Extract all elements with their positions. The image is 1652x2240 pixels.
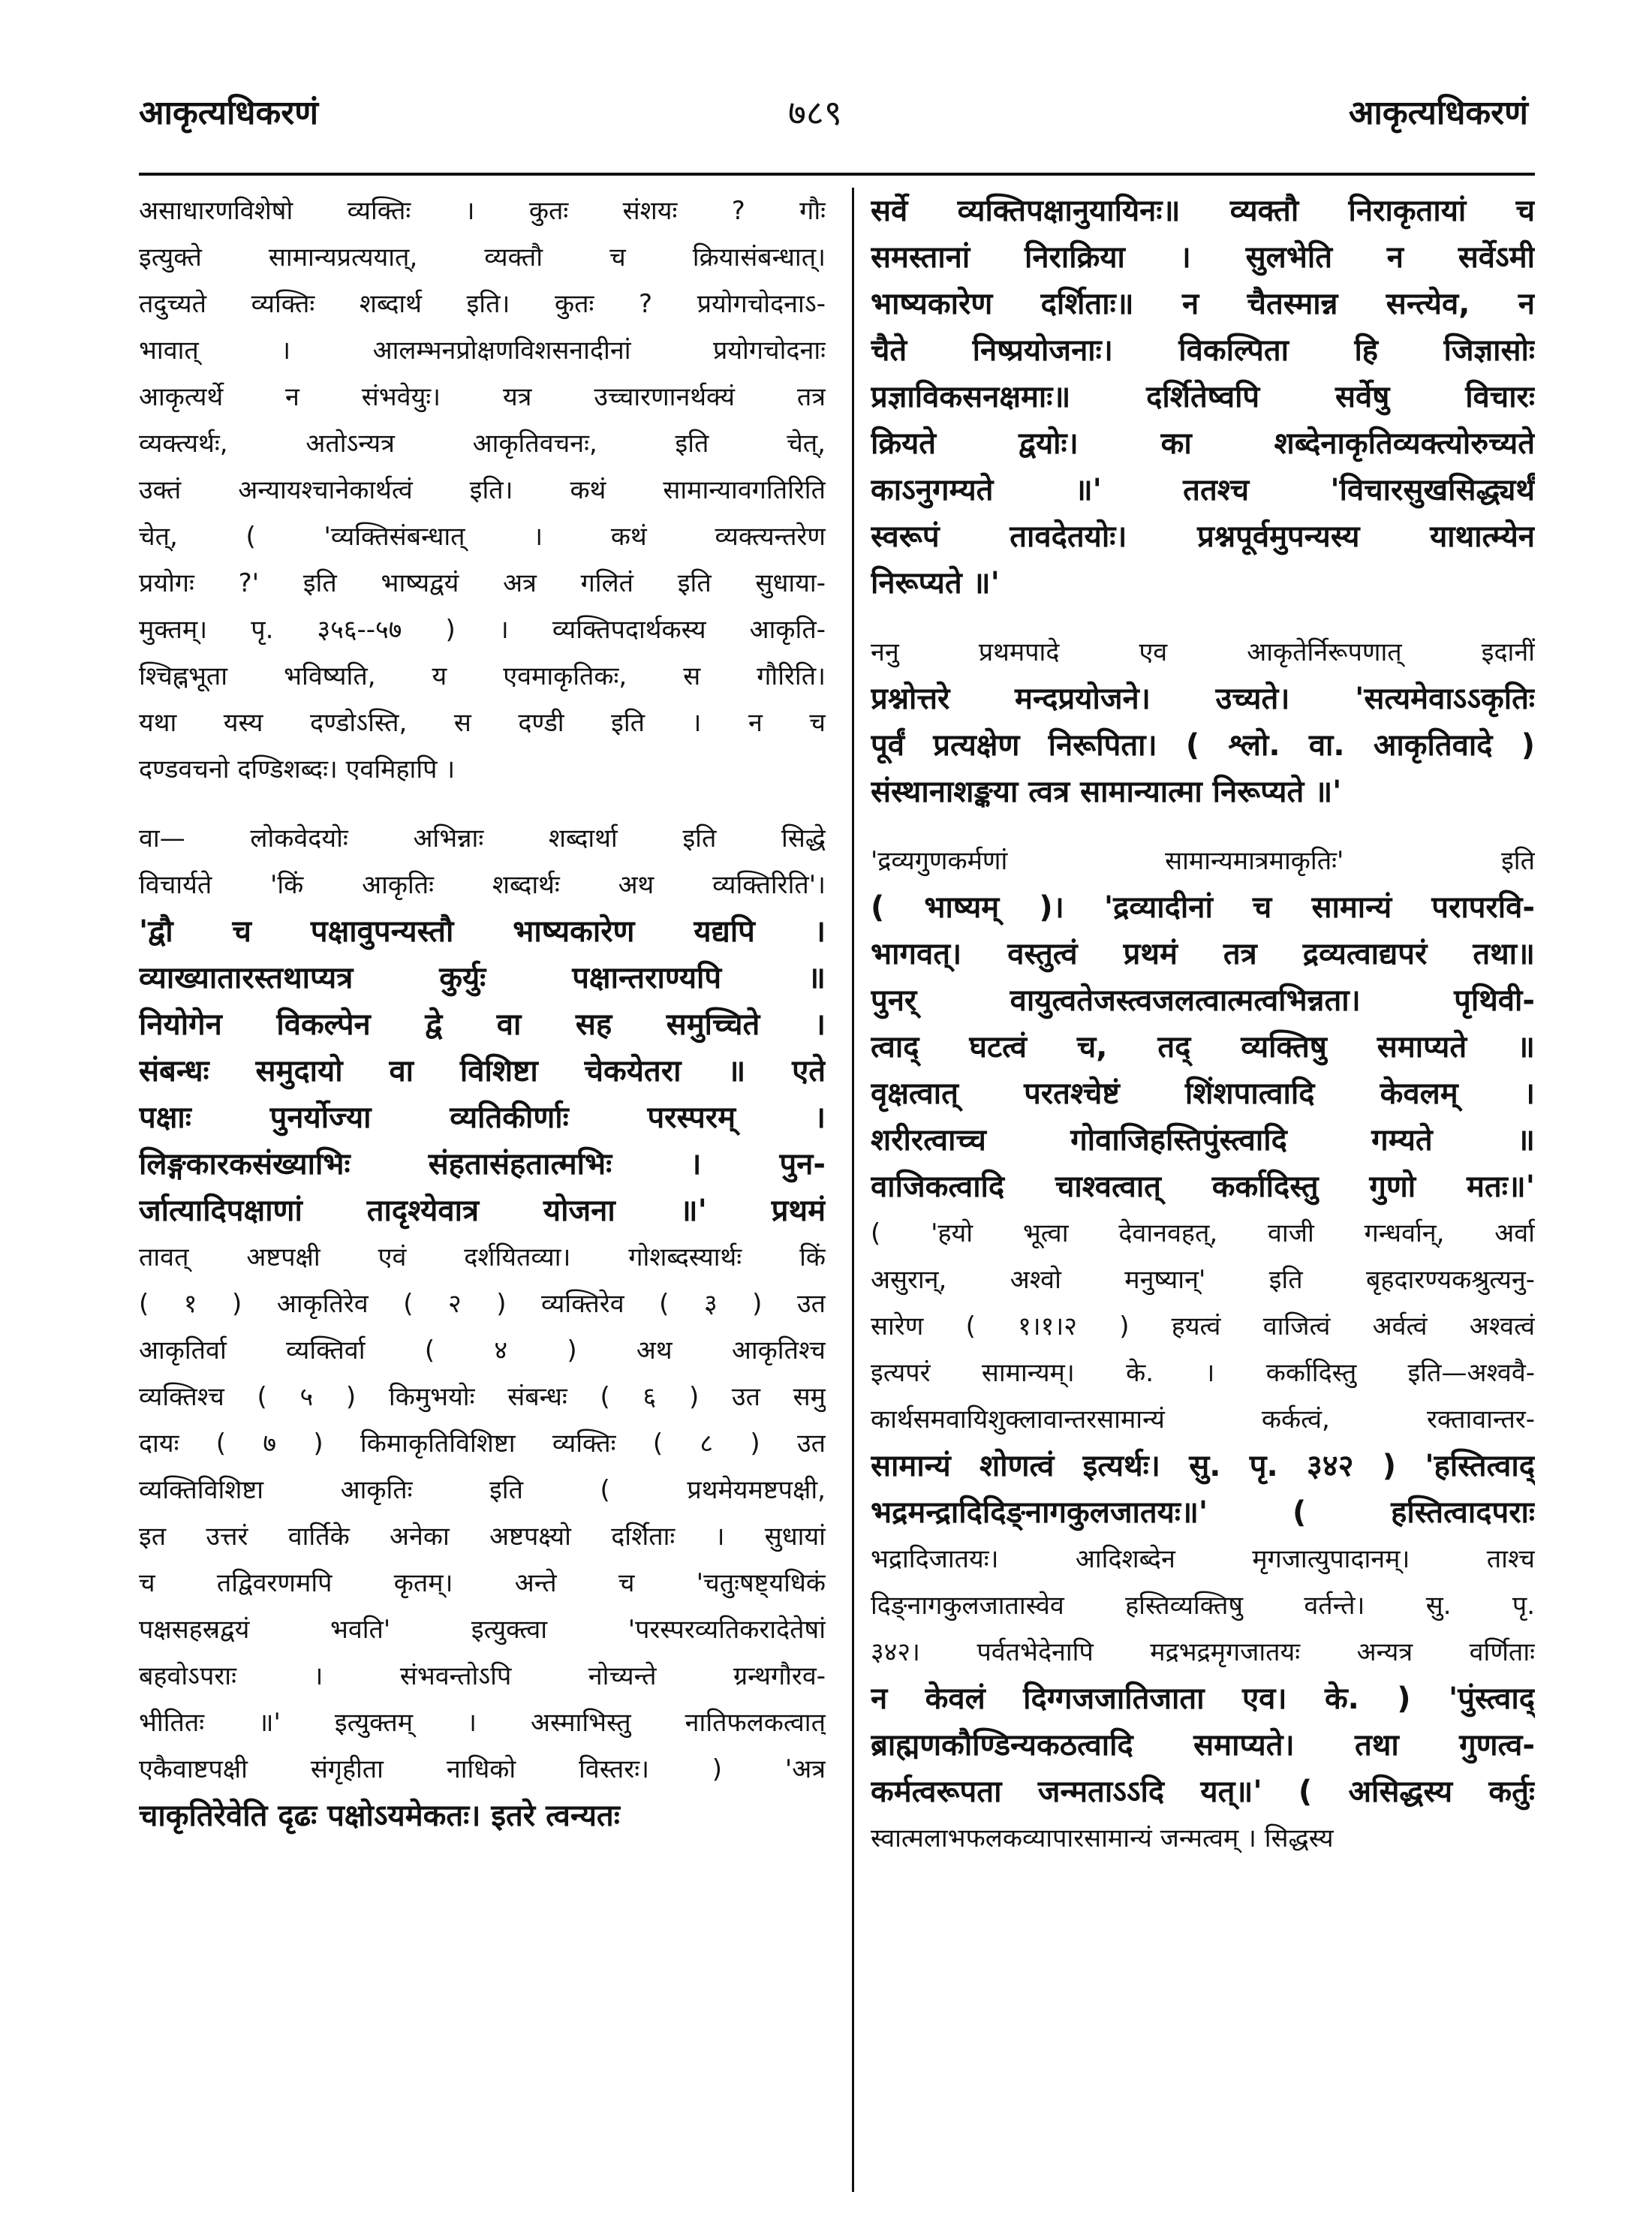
text-line: चेत्, ( 'व्यक्तिसंबन्धात् । कथं व्यक्त्यन्तरेण — [139, 522, 826, 552]
text-line: नियोगेन विकल्पेन द्वे वा सह समुच्चिते । — [139, 1007, 826, 1042]
text-line: व्याख्यातारस्तथाप्यत्र कुर्युः पक्षान्तराण्यपि ॥ — [139, 961, 826, 995]
paragraph-gap — [871, 607, 1535, 629]
text-line: काऽनुगम्यते ॥' ततश्च 'विचारसुखसिद्ध्यर्थं — [871, 473, 1535, 507]
text-line: 'द्रव्यगुणकर्मणां सामान्यमात्रमाकृतिः' इति — [871, 846, 1535, 876]
text-line: लिङ्गकारकसंख्याभिः संहतासंहतात्मभिः । पुन- — [139, 1147, 826, 1182]
text-line: असाधारणविशेषो व्यक्तिः । कुतः संशयः ? गौः — [139, 196, 826, 226]
text-line: प्रश्नोत्तरे मन्दप्रयोजने। उच्यते। 'सत्यमेवाऽऽकृतिः — [871, 682, 1535, 716]
text-line: भागवत्। वस्तुत्वं प्रथमं तत्र द्रव्यत्वाद्यपरं तथा॥ — [871, 937, 1535, 971]
text-line: ( १ ) आकृतिरेव ( २ ) व्यक्तिरेव ( ३ ) उत — [139, 1289, 826, 1319]
text-line: समस्तानां निराक्रिया । सुलभेति न सर्वेऽमी — [871, 240, 1535, 275]
paragraph — [139, 815, 826, 1839]
text-line: प्रज्ञाविकसनक्षमाः॥ दर्शितेष्वपि सर्वेषु विचारः — [871, 380, 1535, 414]
text-line: सर्वे व्यक्तिपक्षानुयायिनः॥ व्यक्तौ निराकृतायां च — [871, 194, 1535, 228]
text-line: सामान्यं शोणत्वं इत्यर्थः। सु. पृ. ३४२ ) 'हस्तित्वाद् — [871, 1449, 1535, 1483]
column-divider — [852, 188, 854, 2192]
text-line: स्वात्मलाभफलकव्यापारसामान्यं जन्मत्वम् । सिद्धस्य — [871, 1823, 1334, 1853]
text-line: दण्डवचनो दण्डिशब्दः। एवमिहापि । — [139, 754, 456, 784]
text-line: इत्यपरं सामान्यम्। के. । कर्कादिस्तु इति—अश्ववै- — [871, 1358, 1535, 1388]
right-column — [871, 188, 1535, 1862]
text-line: प्रयोगः ?' इति भाष्यद्वयं अत्र गलितं इति सुधाया- — [139, 568, 826, 598]
text-line: पुनर् वायुत्वतेजस्त्वजलत्वात्मत्वभिन्नता। पृथिवी- — [871, 983, 1535, 1018]
text-line: यथा यस्य दण्डोऽस्ति, स दण्डी इति । न च — [139, 708, 826, 738]
text-line: भीतितः ॥' इत्युक्तम् । अस्माभिस्तु नातिफलकत्वात् — [139, 1708, 826, 1738]
text-line: भावात् । आलम्भनप्रोक्षणविशसनादीनां प्रयोगचोदनाः — [139, 336, 826, 366]
text-line: श्चिह्नभूता भविष्यति, य एवमाकृतिकः, स गौरिति। — [139, 661, 826, 691]
text-line: त्वाद् घटत्वं च, तद् व्यक्तिषु समाप्यते ॥ — [871, 1030, 1535, 1064]
text-line: वृक्षत्वात् परतश्चेष्टं शिंशपात्वादि केवलम् । — [871, 1076, 1535, 1111]
paragraph-gap — [139, 793, 826, 815]
text-line: पक्षसहस्रद्वयं भवति' इत्युक्त्वा 'परस्परव्यतिकरादेतेषां — [139, 1615, 826, 1645]
text-line: च तद्विवरणमपि कृतम्। अन्ते च 'चतुःषष्ट्यधिकं — [139, 1568, 826, 1598]
text-line: ३४२। पर्वतभेदेनापि मद्रभद्रमृगजातयः अन्यत्र वर्णिताः — [871, 1637, 1535, 1667]
left-column — [139, 188, 826, 1839]
header-rule — [139, 173, 1535, 176]
text-line: असुरान्, अश्वो मनुष्यान्' इति बृहदारण्यकश्रुत्यनु- — [871, 1265, 1535, 1295]
text-line: तावत् अष्टपक्षी एवं दर्शयितव्या। गोशब्दस्यार्थः किं — [139, 1242, 826, 1272]
text-line: इत्युक्ते सामान्यप्रत्ययात्, व्यक्तौ च क्रियासंबन्धात्। — [139, 242, 826, 272]
text-line: शरीरत्वाच्च गोवाजिहस्तिपुंस्त्वादि गम्यते ॥ — [871, 1123, 1535, 1158]
text-line: आकृत्यर्थे न संभवेयुः। यत्र उच्चारणानर्थक्यं तत्र — [139, 382, 826, 412]
text-line: संस्थानाशङ्कया त्वत्र सामान्यात्मा निरूप्यते ॥' — [871, 775, 1342, 809]
text-line: वाजिकत्वादि चाश्वत्वात् कर्कादिस्तु गुणो मतः॥' — [871, 1170, 1535, 1204]
paragraph — [871, 188, 1535, 607]
text-line: बहवोऽपराः । संभवन्तोऽपि नोच्यन्ते ग्रन्थगौरव- — [139, 1661, 826, 1691]
text-line: वा— लोकवेदयोः अभिन्नाः शब्दार्था इति सिद्धे — [139, 823, 826, 854]
text-line: न केवलं दिग्गजजातिजाता एव। के. ) 'पुंस्त्वाद् — [871, 1682, 1535, 1716]
paragraph-gap — [871, 815, 1535, 838]
text-line: चैते निष्प्रयोजनाः। विकल्पिता हि जिज्ञासोः — [871, 333, 1535, 368]
text-line: आकृतिर्वा व्यक्तिर्वा ( ४ ) अथ आकृतिश्च — [139, 1335, 826, 1365]
page-number: ७८९ — [788, 92, 842, 133]
text-line: र्जात्यादिपक्षाणां तादृश्येवात्र योजना ॥' प्रथमं — [139, 1194, 826, 1228]
paragraph — [871, 838, 1535, 1862]
paragraph — [139, 188, 826, 793]
text-line: दिङ्नागकुलजातास्वेव हस्तिव्यक्तिषु वर्तन्ते। सु. पृ. — [871, 1591, 1535, 1621]
text-line: पक्षाः पुनर्योज्या व्यतिकीर्णाः परस्परम् । — [139, 1100, 826, 1135]
text-line: ( 'हयो भूत्वा देवानवहत्, वाजी गन्धर्वान्, अर्वा — [871, 1218, 1535, 1248]
text-line: स्वरूपं तावदेतयोः। प्रश्नपूर्वमुपन्यस्य याथात्म्येन — [871, 519, 1535, 554]
text-line: व्यक्तिश्च ( ५ ) किमुभयोः संबन्धः ( ६ ) उत समु — [139, 1382, 826, 1412]
text-line: व्यक्त्यर्थः, अतोऽन्यत्र आकृतिवचनः, इति चेत्, — [139, 429, 826, 459]
text-line: चाकृतिरेवेति दृढः पक्षोऽयमेकतः। इतरे त्वन्यतः — [139, 1799, 620, 1833]
text-line: तदुच्यते व्यक्तिः शब्दार्थ इति। कुतः ? प्रयोगचोदनाऽ- — [139, 289, 826, 319]
text-line: ब्राह्मणकौण्डिन्यकठत्वादि समाप्यते। तथा गुणत्व- — [871, 1728, 1535, 1763]
text-line: ननु प्रथमपादे एव आकृतेर्निरूपणात् इदानीं — [871, 637, 1535, 667]
text-line: कार्थसमवायिशुक्लावान्तरसामान्यं कर्कत्वं, रक्तावान्तर- — [871, 1405, 1535, 1435]
running-header-left: आकृत्यधिकरणं — [139, 94, 319, 132]
text-line: मुक्तम्। पृ. ३५६--५७ ) । व्यक्तिपदार्थकस्य आकृति- — [139, 615, 826, 645]
text-line: 'द्वौ च पक्षावुपन्यस्तौ भाष्यकारेण यद्यपि । — [139, 914, 826, 949]
text-line: दायः ( ७ ) किमाकृतिविशिष्टा व्यक्तिः ( ८ ) उत — [139, 1429, 826, 1459]
text-line: सारेण ( १।१।२ ) हयत्वं वाजित्वं अर्वत्वं अश्वत्वं — [871, 1311, 1535, 1341]
paragraph — [871, 629, 1535, 815]
text-line: ( भाष्यम् )। 'द्रव्यादीनां च सामान्यं परापरवि- — [871, 890, 1535, 925]
text-line: एकैवाष्टपक्षी संगृहीता नाधिको विस्तरः। ) 'अत्र — [139, 1754, 826, 1784]
text-line: उक्तं अन्यायश्चानेकार्थत्वं इति। कथं सामान्यावगतिरिति — [139, 475, 826, 505]
text-line: निरूप्यते ॥' — [871, 566, 1000, 601]
text-line: भाष्यकारेण दर्शिताः॥ न चैतस्मान्न सन्त्येव, न — [871, 287, 1535, 321]
text-line: भद्रादिजातयः। आदिशब्देन मृगजात्युपादानम्। ताश्च — [871, 1544, 1535, 1574]
text-line: पूर्वं प्रत्यक्षेण निरूपिता। ( श्लो. वा. आकृतिवादे ) — [871, 728, 1535, 763]
text-line: कर्मत्वरूपता जन्मताऽऽदि यत्॥' ( असिद्धस्य कर्तुः — [871, 1775, 1535, 1809]
text-line: संबन्धः समुदायो वा विशिष्टा चेकयेतरा ॥ एते — [139, 1054, 826, 1088]
text-line: क्रियते द्वयोः। का शब्देनाकृतिव्यक्त्योरुच्यते — [871, 426, 1535, 461]
text-line: इत उत्तरं वार्तिके अनेका अष्टपक्ष्यो दर्शिताः । सुधायां — [139, 1522, 826, 1552]
text-line: भद्रमन्द्रादिदिङ्नागकुलजातयः॥' ( हस्तित्वादपराः — [871, 1495, 1535, 1530]
running-header-right: आकृत्यधिकरणं — [1348, 94, 1528, 132]
text-line: विचार्यते 'किं आकृतिः शब्दार्थः अथ व्यक्तिरिति'। — [139, 870, 826, 900]
text-line: व्यक्तिविशिष्टा आकृतिः इति ( प्रथमेयमष्टपक्षी, — [139, 1475, 826, 1505]
